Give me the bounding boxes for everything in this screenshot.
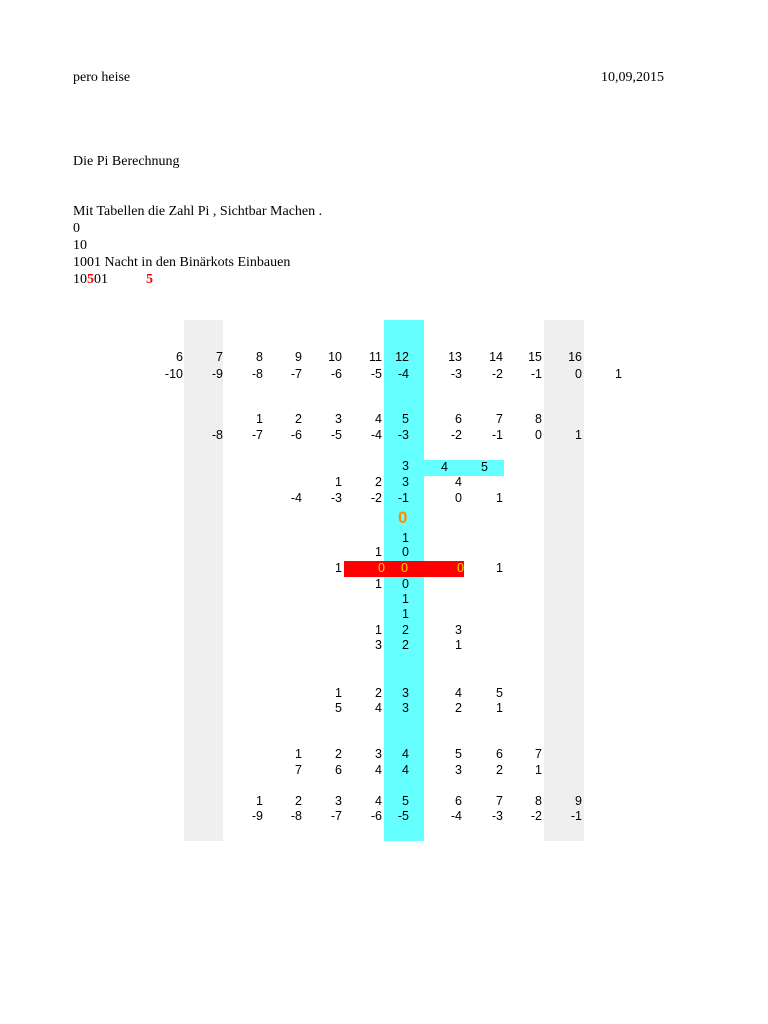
table-cell: 4 <box>455 686 462 700</box>
table-cell: -2 <box>450 428 462 442</box>
line-1001: 1001 Nacht in den Binärkots Einbauen <box>73 255 291 270</box>
table-cell: 0 <box>575 367 582 381</box>
table-cell: 3 <box>335 794 342 808</box>
red-bar-value: 0 <box>457 561 464 575</box>
table-cell: 3 <box>375 747 382 761</box>
table-cell: 1 <box>335 475 342 489</box>
line-zero: 0 <box>73 221 80 236</box>
table-cell: 13 <box>448 350 462 364</box>
table-cell: -4 <box>397 367 409 381</box>
table-cell: 5 <box>455 747 462 761</box>
table-cell: -5 <box>370 367 382 381</box>
line-10501-post: 01 <box>94 272 108 287</box>
table-cell: 2 <box>496 763 503 777</box>
table-cell: -6 <box>330 367 342 381</box>
line-10501 <box>73 271 108 288</box>
table-cell: 3 <box>402 686 409 700</box>
table-cell: 0 <box>402 577 409 591</box>
table-cell: 5 <box>402 794 409 808</box>
table-cell: 1 <box>615 367 622 381</box>
table-cell: -2 <box>370 491 382 505</box>
table-cell: -7 <box>251 428 263 442</box>
table-cell: -3 <box>397 428 409 442</box>
line-10501-red-digit: 5 <box>87 272 94 287</box>
table-cell: 4 <box>455 475 462 489</box>
table-cell: 4 <box>375 763 382 777</box>
table-cell: 1 <box>496 491 503 505</box>
table-cell: 1 <box>335 561 342 575</box>
table-cell: -4 <box>370 428 382 442</box>
table-cell: 15 <box>528 350 542 364</box>
table-cell: 8 <box>256 350 263 364</box>
table-cell: -6 <box>290 428 302 442</box>
table-cell: -7 <box>330 809 342 823</box>
table-cell: -4 <box>290 491 302 505</box>
table-cell: 1 <box>256 412 263 426</box>
table-cell: -7 <box>290 367 302 381</box>
table-cell: -10 <box>164 367 183 381</box>
table-cell: -3 <box>450 367 462 381</box>
table-cell: -2 <box>530 809 542 823</box>
table-cell: 11 <box>369 350 382 364</box>
table-cell: -1 <box>530 367 542 381</box>
table-cell: 1 <box>402 592 409 606</box>
gray-column-band-right <box>544 320 584 841</box>
date: 10,09,2015 <box>601 70 664 85</box>
table-cell: 9 <box>575 794 582 808</box>
table-cell: 1 <box>402 607 409 621</box>
table-cell: 3 <box>455 623 462 637</box>
table-cell: 6 <box>455 412 462 426</box>
table-cell: -5 <box>397 809 409 823</box>
red-bar-value: 0 <box>401 561 408 575</box>
table-cell: 7 <box>535 747 542 761</box>
table-cell: 1 <box>295 747 302 761</box>
table-cell: 0 <box>535 428 542 442</box>
table-cell: 4 <box>375 794 382 808</box>
table-cell: 1 <box>402 531 409 545</box>
table-cell: 1 <box>496 561 503 575</box>
table-cell: 2 <box>335 747 342 761</box>
table-cell: 1 <box>335 686 342 700</box>
table-cell: -3 <box>491 809 503 823</box>
table-cell: 1 <box>575 428 582 442</box>
table-cell: 4 <box>402 747 409 761</box>
table-cell: 1 <box>375 623 382 637</box>
table-cell: 8 <box>535 412 542 426</box>
table-cell: 4 <box>375 701 382 715</box>
author: pero heise <box>73 70 131 85</box>
table-cell: 6 <box>496 747 503 761</box>
table-cell: -2 <box>491 367 503 381</box>
table-cell: 0 <box>402 545 409 559</box>
table-cell: 9 <box>295 350 302 364</box>
table-cell: 3 <box>402 475 409 489</box>
table-cell: 6 <box>455 794 462 808</box>
table-cell: -9 <box>211 367 223 381</box>
gray-column-band-left <box>184 320 223 841</box>
doc-title: Die Pi Berechnung <box>73 154 180 169</box>
red-bar-value: 0 <box>378 561 385 575</box>
red-five: 5 <box>146 272 153 287</box>
table-cell: 3 <box>375 638 382 652</box>
table-cell: 1 <box>496 701 503 715</box>
table-cell: 2 <box>402 623 409 637</box>
table-cell: -8 <box>251 367 263 381</box>
line-ten: 10 <box>73 238 87 253</box>
table-cell: 3 <box>402 701 409 715</box>
table-cell: 2 <box>455 701 462 715</box>
table-cell: 2 <box>402 638 409 652</box>
table-cell: 12 <box>395 350 409 364</box>
table-cell: 6 <box>176 350 183 364</box>
table-cell: 14 <box>489 350 503 364</box>
intro-line: Mit Tabellen die Zahl Pi , Sichtbar Machen . <box>73 204 323 219</box>
table-cell: 5 <box>335 701 342 715</box>
table-cell: -8 <box>211 428 223 442</box>
table-cell: 5 <box>496 686 503 700</box>
table-cell: 1 <box>375 577 382 591</box>
table-cell: 7 <box>496 412 503 426</box>
line-10501-pre: 10 <box>73 272 87 287</box>
highlight-box-value: 5 <box>481 460 488 474</box>
table-cell: -1 <box>397 491 409 505</box>
big-orange-zero: 0 <box>398 508 408 527</box>
table-cell: -1 <box>491 428 503 442</box>
table-cell: 1 <box>535 763 542 777</box>
table-cell: 6 <box>335 763 342 777</box>
table-cell: -4 <box>450 809 462 823</box>
table-cell: 7 <box>295 763 302 777</box>
table-cell: 3 <box>335 412 342 426</box>
highlight-box-value: 4 <box>441 460 448 474</box>
table-cell: -1 <box>570 809 582 823</box>
table-cell: -3 <box>330 491 342 505</box>
table-cell: 1 <box>455 638 462 652</box>
table-cell: 7 <box>216 350 223 364</box>
table-cell: 8 <box>535 794 542 808</box>
table-cell: -9 <box>251 809 263 823</box>
table-cell: -5 <box>330 428 342 442</box>
table-cell: 7 <box>496 794 503 808</box>
table-cell: 3 <box>455 763 462 777</box>
table-cell: 4 <box>402 763 409 777</box>
table-cell: 5 <box>402 412 409 426</box>
table-cell: 2 <box>375 686 382 700</box>
table-cell: 0 <box>455 491 462 505</box>
table-cell: 2 <box>295 794 302 808</box>
table-cell: 16 <box>568 350 582 364</box>
table-cell: 4 <box>375 412 382 426</box>
table-cell: 3 <box>402 459 409 473</box>
table-cell: 2 <box>295 412 302 426</box>
table-cell: 1 <box>375 545 382 559</box>
table-cell: 2 <box>375 475 382 489</box>
table-cell: 1 <box>256 794 263 808</box>
table-cell: -6 <box>370 809 382 823</box>
table-cell: -8 <box>290 809 302 823</box>
table-cell: 10 <box>328 350 342 364</box>
